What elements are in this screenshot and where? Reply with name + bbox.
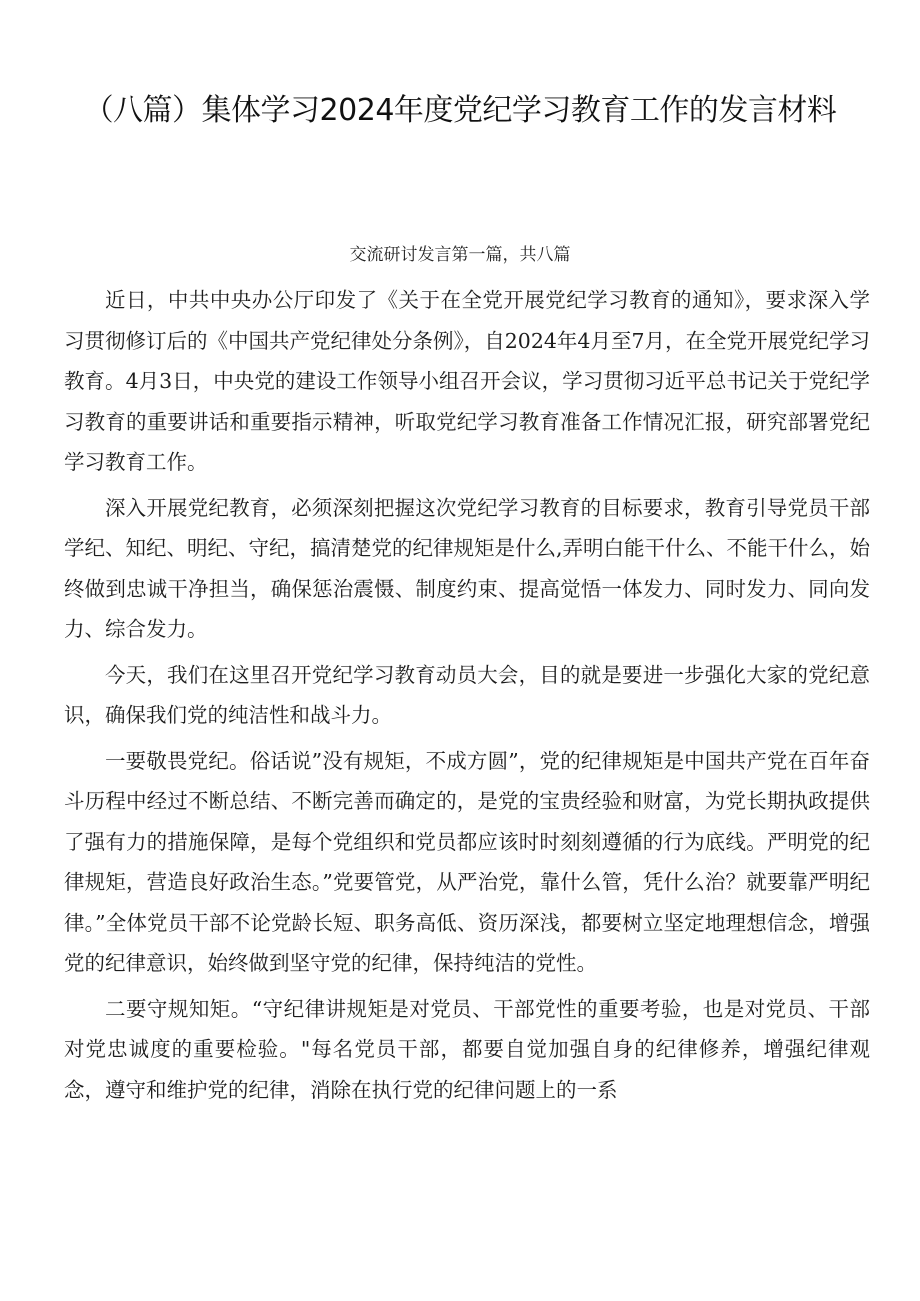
document-title: （八篇）集体学习2024年度党纪学习教育工作的发言材料 bbox=[83, 93, 837, 128]
document-body bbox=[64, 280, 870, 1115]
document-subtitle: 交流研讨发言第一篇，共八篇 bbox=[349, 245, 571, 265]
paragraph: 一要敬畏党纪。俗话说”没有规矩，不成方圆”，党的纪律规矩是中国共产党在百年奋斗历程中经过不断总结、不断完善而确定的，是党的宝贵经验和财富，为党长期执政提供了强有力的措施保障，是每个党组织和党员都应该时时刻刻遵循的行为底线。严明党的纪律规矩，营造良好政治生态。”党要管党，从严治党，靠什么管，凭什么治？就要靠严明纪律。”全体党员干部不论党龄长短、职务高低、资历深浅，都要树立坚定地理想信念，增强党的纪律意识，始终做到坚守党的纪律，保持纯洁的党性。 bbox=[64, 748, 870, 975]
paragraph: 近日，中共中央办公厅印发了《关于在全党开展党纪学习教育的通知》，要求深入学习贯彻修订后的《中国共产党纪律处分条例》，自2024年4月至7月，在全党开展党纪学习教育。4月3日，中央党的建设工作领导小组召开会议，学习贯彻习近平总书记关于党纪学习教育的重要讲话和重要指示精神，听取党纪学习教育准备工作情况汇报，研究部署党纪学习教育工作。 bbox=[64, 288, 871, 474]
paragraph: 二要守规知矩。“守纪律讲规矩是对党员、干部党性的重要考验，也是对党员、干部对党忠诚度的重要检验。"每名党员干部，都要自觉加强自身的纪律修养，增强纪律观念，遵守和维护党的纪律，消除在执行党的纪律问题上的一系 bbox=[64, 996, 870, 1102]
paragraph: 深入开展党纪教育，必须深刻把握这次党纪学习教育的目标要求，教育引导党员干部学纪、知纪、明纪、守纪，搞清楚党的纪律规矩是什么,弄明白能干什么、不能干什么，始终做到忠诚干净担当，确保惩治震慑、制度约束、提高觉悟一体发力、同时发力、同向发力、综合发力。 bbox=[64, 495, 871, 641]
paragraph: 今天，我们在这里召开党纪学习教育动员大会，目的就是要进一步强化大家的党纪意识，确保我们党的纯洁性和战斗力。 bbox=[64, 662, 870, 727]
